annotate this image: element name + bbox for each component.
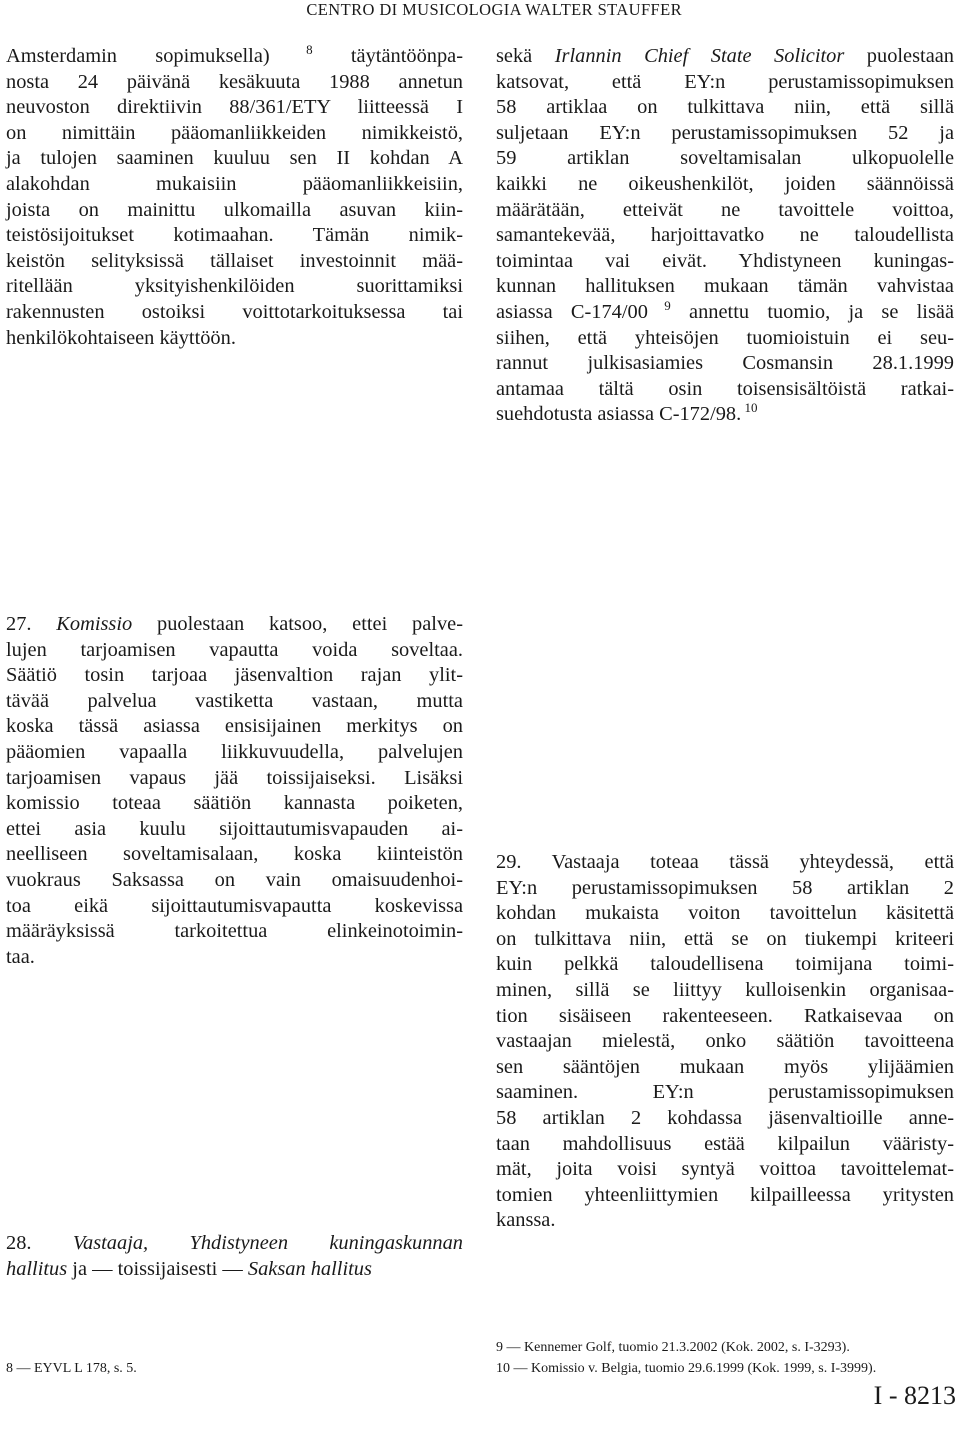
text-line: kanssa. — [496, 1209, 556, 1232]
text-line: on nimittäin pääomanliikkeiden nimikkeistö, — [6, 121, 463, 144]
text-line: 29. Vastaaja toteaa tässä yhteydessä, että — [496, 851, 954, 873]
text-line: lujen tarjoamisen vapautta voida soveltaa. — [6, 638, 463, 661]
paragraph-29 — [496, 850, 954, 1234]
text-line: määrätään, etteivät ne tavoittele voittoa, — [496, 198, 954, 221]
text-line: vastaajan mielestä, onko säätiön tavoitteena — [496, 1030, 954, 1053]
text-line: neelliseen soveltamisalaan, koska kiinteistön — [6, 843, 463, 866]
text-line: sekä Irlannin Chief State Solicitor puolestaan — [496, 45, 955, 67]
text-line: alakohdan mukaisiin pääomanliikkeisiin, — [6, 172, 463, 195]
text-line: tomien yhteenliittymien kilpailleessa yritysten — [496, 1183, 954, 1206]
text-line: siihen, että yhteisöjen tuomioistuin ei seu- — [496, 326, 954, 349]
text-line: kaikki ne oikeushenkilöt, joiden säännöissä — [496, 172, 954, 195]
text-line: 58 artiklan 2 kohdassa jäsenvaltioille anne- — [496, 1106, 954, 1129]
text-line: teistösijoitukset kotimaahan. Tämän nimik- — [6, 224, 463, 247]
text-line: rakennusten ostoiksi voittotarkoituksessa tai — [6, 300, 463, 323]
footnote-10: 10 — Komissio v. Belgia, tuomio 29.6.1999 (Kok. 1999, s. I-3999). — [496, 1361, 877, 1376]
text-line: komissio toteaa säätiön kannasta poiketen, — [6, 792, 463, 815]
text-line: pääomien vapaalla liikkuvuudella, palvelujen — [6, 740, 463, 763]
paragraph-28 — [6, 1231, 463, 1282]
text-line: määräyksissä tarkoitettua elinkeinotoimin- — [6, 920, 463, 943]
text-line: EY:n perustamissopimuksen 58 artiklan 2 — [496, 876, 954, 899]
text-line: hallitus ja — toissijaisesti — Saksan hallitus — [6, 1257, 372, 1280]
text-line: kohdan mukaista voiton tavoittelun käsitettä — [496, 902, 954, 925]
text-line: nosta 24 päivänä kesäkuuta 1988 annetun — [6, 70, 463, 93]
running-header: CENTRO DI MUSICOLOGIA WALTER STAUFFER — [306, 0, 682, 19]
footnote-reference: 9 — [647, 297, 671, 313]
text-line: neuvoston direktiivin 88/361/ETY liitteessä I — [6, 96, 463, 119]
footnote-9: 9 — Kennemer Golf, tuomio 21.3.2002 (Kok. 2002, s. I-3293). — [496, 1340, 850, 1355]
text-line: Säätiö tosin tarjoaa jäsenvaltion rajan ylit- — [6, 664, 463, 687]
text-line: ja tulojen saaminen kuuluu sen II kohdan A — [6, 147, 463, 170]
footnote-reference: 8 — [269, 42, 313, 57]
footnote-8: 8 — EYVL L 178, s. 5. — [6, 1361, 137, 1376]
text-line: on tulkittava niin, että se on tiukempi kriteeri — [496, 927, 954, 950]
text-line: 58 artiklaa on tulkittava niin, että sillä — [496, 96, 954, 119]
text-line: minen, sillä se liittyy kulloisenkin organisaa- — [496, 978, 954, 1001]
text-line: samantekevää, harjoittavatko ne taloudellista — [496, 224, 954, 247]
text-line: kunnan hallituksen mukaan tämän vahvistaa — [496, 275, 954, 298]
text-line: tarjoamisen vapaus jää toissijaiseksi. Lisäksi — [6, 766, 463, 789]
text-line: tion sisäiseen rakenteeseen. Ratkaisevaa on — [496, 1004, 954, 1027]
text-line: rannut julkisasiamies Cosmansin 28.1.1999 — [496, 352, 954, 375]
footnote-reference: 10 — [741, 400, 758, 416]
text-line: taa. — [6, 945, 35, 968]
text-line: ettei asia kuulu sijoittautumisvapauden ai- — [6, 817, 463, 840]
page-number: I - 8213 — [873, 1381, 956, 1410]
text-line: tävää palvelua vastiketta vastaan, mutta — [6, 689, 463, 712]
text-line: vuokraus Saksassa on vain omaisuudenhoi- — [6, 868, 463, 891]
text-line: keistön selityksissä tällaiset investoinnit mää- — [6, 249, 463, 272]
text-line: taan mahdollisuus estää kilpailun vääristy- — [496, 1132, 954, 1155]
paragraph-27 — [6, 612, 463, 970]
text-line: koska tässä asiassa ensisijainen merkitys on — [6, 715, 463, 738]
right-paragraph-continuation — [496, 44, 954, 428]
text-line: toa eikä sijoittautumisvapautta koskevissa — [6, 894, 463, 917]
text-line: suehdotusta asiassa C-172/98. $^{10}$ — [496, 400, 758, 426]
text-line: sen sääntöjen mukaan myös ylijäämien — [496, 1055, 954, 1078]
text-line: 28. Vastaaja, Yhdistyneen kuningaskunnan — [6, 1232, 463, 1254]
text-line: antamaa tältä osin toisensisältöistä ratkai- — [496, 377, 954, 400]
text-line: saaminen. EY:n perustamissopimuksen — [496, 1081, 954, 1104]
text-line: 27. Komissio puolestaan katsoo, ettei palve- — [6, 613, 463, 635]
text-line: henkilökohtaiseen käyttöön. — [6, 326, 236, 349]
text-line: kuin pelkkä taloudellisena toimijana toimi- — [496, 953, 954, 976]
text-line: asiassa C-174/00 $^9$ annettu tuomio, ja se lisää — [496, 297, 954, 323]
text-line: toimintaa vai eivät. Yhdistyneen kuningas- — [496, 249, 954, 272]
text-line: joista on mainittu ulkomailla asuvan kiin- — [6, 198, 463, 221]
text-line: Amsterdamin sopimuksella) $^8$ täytäntöönpa- — [6, 42, 463, 67]
text-line: mät, joita voisi syntyä voittoa tavoittelemat- — [496, 1158, 954, 1181]
text-line: katsovat, että EY:n perustamissopimuksen — [496, 70, 954, 93]
text-line: 59 artiklan soveltamisalan ulkopuolelle — [496, 147, 954, 170]
text-line: ritellään yksityishenkilöiden suorittamiksi — [6, 275, 463, 298]
left-paragraph-continuation — [6, 44, 463, 351]
text-line: suljetaan EY:n perustamissopimuksen 52 ja — [496, 121, 954, 144]
